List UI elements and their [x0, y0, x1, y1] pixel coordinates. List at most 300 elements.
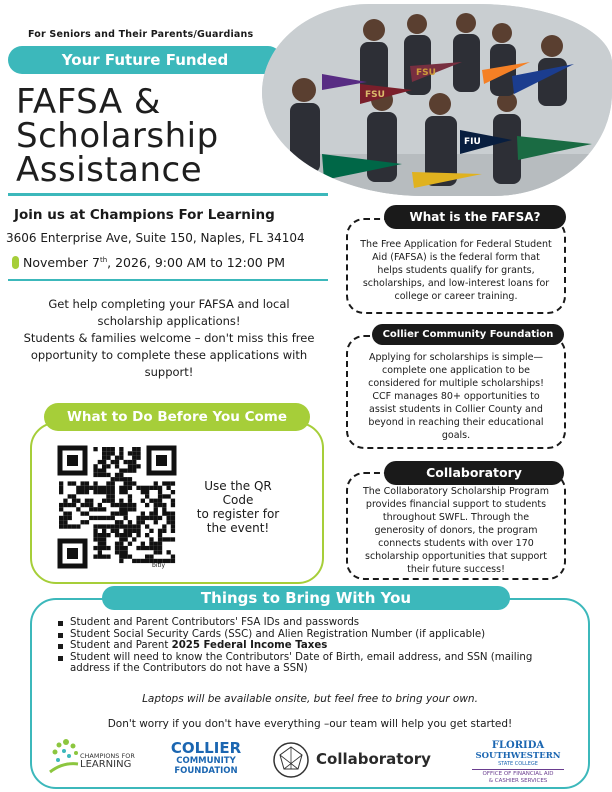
qr-module [162, 537, 166, 541]
qr-module [136, 486, 140, 490]
audience-line: For Seniors and Their Parents/Guardians [28, 29, 254, 40]
qr-module [59, 507, 63, 511]
qr-module [68, 524, 72, 528]
qr-module [158, 516, 162, 520]
qr-module [149, 512, 153, 516]
reassurance-note: Don't worry if you don't have everything –our team will help you get started! [107, 718, 513, 730]
qr-module [85, 503, 89, 507]
qr-module [102, 529, 106, 533]
qr-module [111, 529, 115, 533]
collaboratory-info-heading: Collaboratory [384, 461, 564, 485]
qr-module [102, 460, 106, 464]
qr-module [72, 503, 76, 507]
qr-module [132, 447, 136, 451]
qr-module [132, 529, 136, 533]
qr-module [102, 533, 106, 537]
qr-module [124, 477, 128, 481]
qr-module [119, 555, 123, 559]
qr-module [124, 524, 128, 528]
qr-module [111, 486, 115, 490]
qr-module [171, 503, 175, 507]
qr-module [106, 499, 110, 503]
event-intro [14, 296, 324, 381]
fsw-logo-text: STATE COLLEGE [498, 761, 538, 767]
laptops-note: Laptops will be available onsite, but feel free to bring your own. [142, 693, 478, 705]
qr-module [162, 524, 166, 528]
qr-module [93, 507, 97, 511]
qr-module [119, 533, 123, 537]
qr-module [102, 456, 106, 460]
qr-module [158, 542, 162, 546]
qr-module [162, 507, 166, 511]
qr-module [154, 516, 158, 520]
students-photo [262, 4, 612, 196]
qr-module [158, 537, 162, 541]
qr-module [111, 460, 115, 464]
qr-module [93, 533, 97, 537]
qr-module [115, 550, 119, 554]
qr-module [111, 447, 115, 451]
qr-module [145, 503, 149, 507]
qr-module [171, 512, 175, 516]
qr-module [136, 451, 140, 455]
qr-module [102, 524, 106, 528]
qr-module [72, 524, 76, 528]
qr-module [119, 520, 123, 524]
collier-logo-text: COMMUNITY [176, 756, 236, 766]
qr-module [98, 486, 102, 490]
qr-module [136, 447, 140, 451]
qr-module [124, 490, 128, 494]
qr-module [111, 477, 115, 481]
collaboratory-logo [272, 741, 442, 781]
qr-module [167, 559, 171, 563]
qr-module [128, 542, 132, 546]
qr-module [124, 481, 128, 485]
qr-module [115, 460, 119, 464]
qr-module [59, 503, 63, 507]
qr-module [171, 490, 175, 494]
qr-module [158, 486, 162, 490]
qr-module [63, 499, 67, 503]
event-address: 3606 Enterprise Ave, Suite 150, Naples, FL 34104 [6, 231, 305, 245]
qr-module [106, 533, 110, 537]
qr-module [102, 516, 106, 520]
qr-module [106, 490, 110, 494]
qr-module [171, 559, 175, 563]
qr-module [124, 537, 128, 541]
qr-module [154, 499, 158, 503]
qr-module [154, 481, 158, 485]
qr-module [128, 533, 132, 537]
collaboratory-info-text: The Collaboratory Scholarship Program provides financial support to students throughout SWFL. Through the generosity of donors, the program connects students with over 170 scholarship opportunities that support their future success! [362, 485, 550, 575]
qr-module [162, 494, 166, 498]
qr-module [128, 555, 132, 559]
qr-module [136, 464, 140, 468]
qr-module [93, 516, 97, 520]
qr-module [119, 477, 123, 481]
qr-module [106, 486, 110, 490]
qr-module [85, 490, 89, 494]
qr-module [136, 520, 140, 524]
event-date [12, 255, 285, 270]
qr-instruction-line: the event! [206, 521, 270, 535]
qr-module [81, 481, 85, 485]
qr-module [128, 494, 132, 498]
things-to-bring-heading: Things to Bring With You [102, 586, 510, 610]
qr-module [154, 550, 158, 554]
things-to-bring-list [58, 617, 558, 675]
qr-module [106, 546, 110, 550]
qr-module [72, 494, 76, 498]
qr-module [89, 486, 93, 490]
qr-module [106, 447, 110, 451]
qr-module [124, 555, 128, 559]
collier-logo-text: FOUNDATION [174, 766, 238, 776]
qr-module [98, 469, 102, 473]
qr-module [68, 516, 72, 520]
qr-module [158, 546, 162, 550]
qr-module [132, 537, 136, 541]
qr-module [141, 516, 145, 520]
qr-module [119, 473, 123, 477]
qr-module [89, 499, 93, 503]
qr-module [98, 490, 102, 494]
qr-module [89, 516, 93, 520]
qr-module [132, 507, 136, 511]
qr-module [145, 516, 149, 520]
qr-module [132, 469, 136, 473]
qr-module [111, 490, 115, 494]
qr-module [98, 537, 102, 541]
qr-module [63, 516, 67, 520]
qr-module [111, 512, 115, 516]
qr-module [63, 512, 67, 516]
qr-module [124, 512, 128, 516]
qr-module [167, 494, 171, 498]
qr-module [158, 499, 162, 503]
qr-module [171, 524, 175, 528]
qr-module [171, 555, 175, 559]
qr-module [85, 512, 89, 516]
qr-module [98, 473, 102, 477]
qr-module [119, 524, 123, 528]
qr-module [132, 481, 136, 485]
qr-module [158, 550, 162, 554]
qr-module [111, 503, 115, 507]
qr-instruction-line: to register for [196, 507, 280, 521]
fsw-logo-text: OFFICE OF FINANCIAL AID [472, 769, 564, 778]
collaboratory-logo-text: Collaboratory [316, 750, 431, 768]
qr-module [63, 503, 67, 507]
qr-module [106, 555, 110, 559]
qr-module [171, 529, 175, 533]
ccf-info-heading: Collier Community Foundation [372, 324, 564, 345]
list-item: Student will need to know the Contributors' Date of Birth, email address, and SSN (mailing address if the Contributors do not have a SSN) [58, 652, 558, 675]
qr-module [119, 486, 123, 490]
qr-module [141, 490, 145, 494]
fafsa-info-heading: What is the FAFSA? [384, 205, 566, 229]
qr-module [149, 529, 153, 533]
qr-module [167, 550, 171, 554]
qr-module [115, 542, 119, 546]
qr-module [93, 473, 97, 477]
qr-module [167, 516, 171, 520]
qr-module [106, 473, 110, 477]
champions-logo [46, 734, 142, 778]
qr-module [106, 494, 110, 498]
qr-module [124, 486, 128, 490]
qr-module [102, 542, 106, 546]
qr-module [119, 490, 123, 494]
qr-module [171, 499, 175, 503]
qr-module [124, 469, 128, 473]
qr-module [158, 503, 162, 507]
qr-module [124, 529, 128, 533]
qr-module [124, 460, 128, 464]
qr-module [154, 503, 158, 507]
intro-text: Get help completing your FAFSA and local scholarship applications! [48, 297, 290, 328]
qr-module [149, 486, 153, 490]
qr-module [115, 512, 119, 516]
qr-module [106, 451, 110, 455]
qr-module [115, 456, 119, 460]
qr-module [76, 524, 80, 528]
qr-module [132, 503, 136, 507]
qr-module [98, 507, 102, 511]
qr-module [145, 546, 149, 550]
collaboratory-logo-icon [272, 741, 310, 779]
intro-text: Students & families welcome – don't miss this free opportunity to complete these applications with support! [23, 331, 315, 379]
qr-module [132, 464, 136, 468]
qr-module [93, 524, 97, 528]
qr-module [149, 499, 153, 503]
qr-module [119, 451, 123, 455]
qr-module [128, 481, 132, 485]
qr-module [145, 555, 149, 559]
qr-module [149, 542, 153, 546]
qr-module [68, 503, 72, 507]
qr-module [98, 546, 102, 550]
qr-module [132, 451, 136, 455]
qr-module [102, 469, 106, 473]
qr-module [102, 555, 106, 559]
qr-module [111, 499, 115, 503]
qr-module [171, 520, 175, 524]
qr-module [115, 546, 119, 550]
qr-module [72, 499, 76, 503]
qr-module [158, 494, 162, 498]
qr-module [119, 542, 123, 546]
qr-module [115, 464, 119, 468]
qr-module [149, 555, 153, 559]
qr-module [154, 546, 158, 550]
list-item: Student and Parent Contributors' FSA IDs and passwords [58, 617, 558, 629]
qr-module [128, 503, 132, 507]
qr-module [124, 546, 128, 550]
qr-module [158, 533, 162, 537]
collaboratory-info-box [346, 472, 566, 580]
qr-module [63, 524, 67, 528]
pennant-label: FSU [365, 90, 385, 100]
qr-module [98, 524, 102, 528]
ccf-info-box [346, 335, 566, 449]
qr-module [81, 503, 85, 507]
qr-module [167, 486, 171, 490]
qr-module [149, 546, 153, 550]
qr-module [167, 537, 171, 541]
qr-module [141, 486, 145, 490]
fsw-logo-text: FLORIDA [491, 740, 545, 751]
qr-module [154, 512, 158, 516]
qr-module [59, 520, 63, 524]
qr-module [158, 529, 162, 533]
qr-module [119, 550, 123, 554]
qr-module [76, 499, 80, 503]
qr-module [128, 486, 132, 490]
qr-module [136, 546, 140, 550]
qr-module [68, 481, 72, 485]
qr-module [59, 486, 63, 490]
qr-module [154, 486, 158, 490]
qr-module [106, 464, 110, 468]
qr-module [111, 524, 115, 528]
qr-module [141, 546, 145, 550]
qr-module [119, 537, 123, 541]
qr-module [89, 503, 93, 507]
qr-module [59, 490, 63, 494]
ccf-info-text: Applying for scholarships is simple—complete one application to be considered for multiple scholarships! CCF manages 80+ opportunities to assist students in Collier County and beyond in reaching their educational goals. [368, 351, 544, 441]
qr-code[interactable] [56, 444, 178, 570]
date-divider [8, 279, 328, 281]
qr-module [81, 486, 85, 490]
qr-module [132, 460, 136, 464]
qr-module [68, 494, 72, 498]
qr-module [102, 447, 106, 451]
qr-module [111, 451, 115, 455]
qr-module [106, 481, 110, 485]
fsw-logo [472, 740, 564, 785]
qr-module [102, 473, 106, 477]
qr-module [128, 524, 132, 528]
qr-module [93, 447, 97, 451]
qr-module [119, 456, 123, 460]
qr-module [93, 546, 97, 550]
qr-module [141, 542, 145, 546]
qr-module [136, 524, 140, 528]
qr-module [128, 451, 132, 455]
qr-module [102, 486, 106, 490]
title-line: Assistance [16, 150, 203, 190]
qr-module [98, 503, 102, 507]
event-date-text: November 7th, 2026, 9:00 AM to 12:00 PM [23, 255, 286, 270]
qr-module [119, 546, 123, 550]
qr-module [149, 516, 153, 520]
list-item: Student and Parent 2025 Federal Income Taxes [58, 640, 558, 652]
qr-module [119, 447, 123, 451]
qr-module [93, 537, 97, 541]
qr-module [162, 529, 166, 533]
qr-module [102, 537, 106, 541]
qr-module [102, 507, 106, 511]
qr-module [128, 529, 132, 533]
collier-logo [166, 741, 246, 776]
qr-module [76, 507, 80, 511]
qr-module [81, 512, 85, 516]
qr-module [167, 520, 171, 524]
qr-module [154, 520, 158, 524]
qr-module [128, 507, 132, 511]
qr-instruction-line: Code [222, 493, 254, 507]
qr-module [119, 512, 123, 516]
qr-module [63, 520, 67, 524]
qr-module [145, 494, 149, 498]
qr-module [76, 486, 80, 490]
qr-module [106, 456, 110, 460]
qr-module [115, 533, 119, 537]
qr-module [111, 481, 115, 485]
qr-module [115, 477, 119, 481]
tagline-pill: Your Future Funded [8, 46, 282, 74]
qr-module [162, 481, 166, 485]
qr-module [145, 490, 149, 494]
qr-module [68, 512, 72, 516]
qr-module [93, 490, 97, 494]
champions-logo-icon [46, 736, 80, 776]
qr-module [162, 503, 166, 507]
qr-module [85, 499, 89, 503]
qr-module [167, 512, 171, 516]
qr-module [132, 456, 136, 460]
qr-module [111, 494, 115, 498]
qr-module [89, 507, 93, 511]
event-heading: Join us at Champions For Learning [14, 207, 275, 223]
qr-module [171, 537, 175, 541]
qr-module [124, 503, 128, 507]
qr-module [145, 486, 149, 490]
qr-module [115, 524, 119, 528]
qr-module [106, 516, 110, 520]
qr-module [102, 464, 106, 468]
before-you-come-heading: What to Do Before You Come [44, 403, 310, 431]
qr-module [93, 555, 97, 559]
qr-module [128, 477, 132, 481]
qr-module [59, 524, 63, 528]
qr-module [102, 451, 106, 455]
collier-logo-text: COLLIER [170, 739, 242, 757]
qr-module [136, 456, 140, 460]
qr-module [124, 516, 128, 520]
fsw-logo-text: & CASHIER SERVICES [488, 778, 548, 784]
qr-module [98, 460, 102, 464]
qr-module [141, 512, 145, 516]
title-line: Scholarship [16, 116, 219, 156]
page-title [16, 82, 296, 190]
qr-module [136, 529, 140, 533]
qr-module [124, 507, 128, 511]
qr-instruction-line: Use the QR [204, 479, 272, 493]
qr-module [136, 559, 140, 563]
qr-module [93, 469, 97, 473]
qr-module [81, 490, 85, 494]
qr-module [98, 542, 102, 546]
qr-module [102, 546, 106, 550]
title-divider [8, 193, 328, 196]
qr-module [128, 469, 132, 473]
qr-module [115, 529, 119, 533]
qr-module [111, 516, 115, 520]
qr-module [128, 499, 132, 503]
